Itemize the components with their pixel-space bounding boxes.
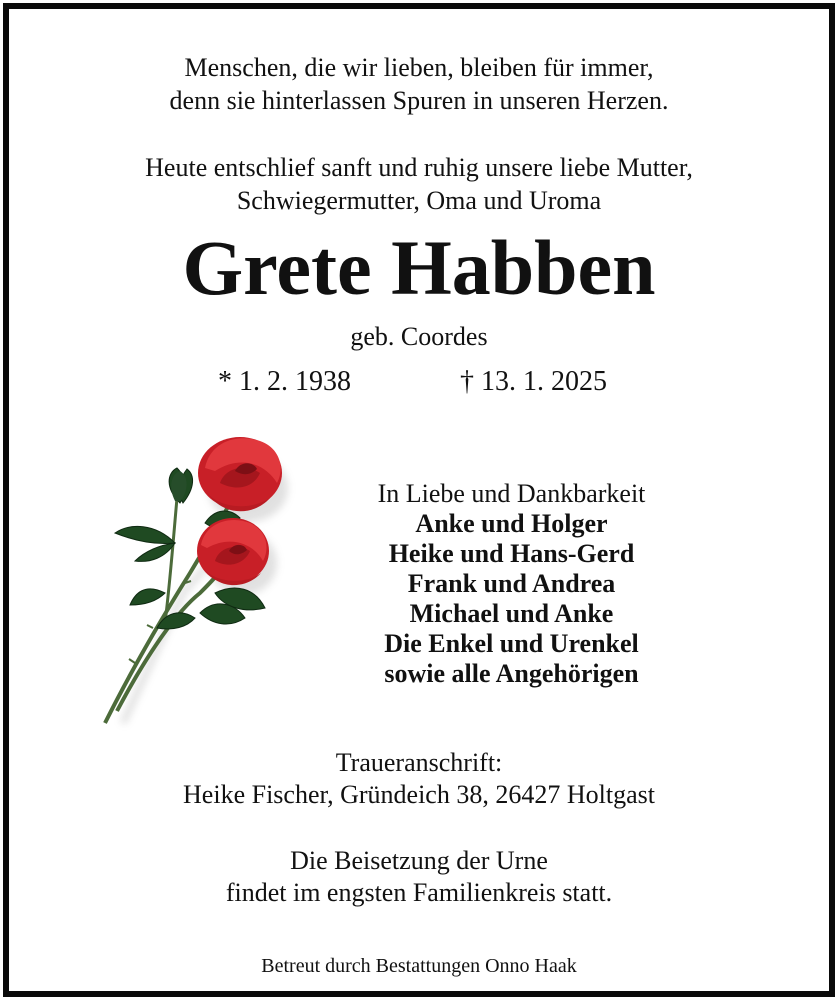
birth-date: * 1. 2. 1938 <box>218 366 351 397</box>
address-label: Traueranschrift: <box>335 748 503 777</box>
funeral-line-2: findet im engsten Familienkreis statt. <box>225 878 613 907</box>
funeral-line-1: Die Beisetzung der Urne <box>290 846 548 875</box>
verse <box>9 51 829 117</box>
intro-text <box>9 151 829 217</box>
family-member: Michael und Anke <box>409 599 614 628</box>
red-roses-icon <box>95 423 335 758</box>
deceased-name: Grete Habben <box>182 224 656 311</box>
family-member: Heike und Hans-Gerd <box>388 539 635 568</box>
verse-line-1: Menschen, die wir lieben, bleiben für immer, <box>184 53 654 82</box>
family-member: Anke und Holger <box>415 509 608 538</box>
family-intro: In Liebe und Dankbarkeit <box>377 479 646 508</box>
address-text: Heike Fischer, Gründeich 38, 26427 Holtgast <box>183 780 655 809</box>
family-member: sowie alle Angehörigen <box>384 659 639 688</box>
life-dates <box>9 365 829 399</box>
intro-line-1: Heute entschlief sanft und ruhig unsere liebe Mutter, <box>145 153 693 182</box>
intro-line-2: Schwiegermutter, Oma und Uroma <box>236 186 602 215</box>
verse-line-2: denn sie hinterlassen Spuren in unseren Herzen. <box>169 86 669 115</box>
family-member: Die Enkel und Urenkel <box>384 629 639 658</box>
undertaker-credit: Betreut durch Bestattungen Onno Haak <box>261 955 577 977</box>
family-member: Frank und Andrea <box>407 569 616 598</box>
birth-name: geb. Coordes <box>350 322 488 351</box>
funeral-info <box>9 845 829 909</box>
family-block <box>344 479 679 689</box>
obituary-notice <box>3 3 835 997</box>
death-date: † 13. 1. 2025 <box>460 366 607 397</box>
mourning-address <box>9 747 829 811</box>
